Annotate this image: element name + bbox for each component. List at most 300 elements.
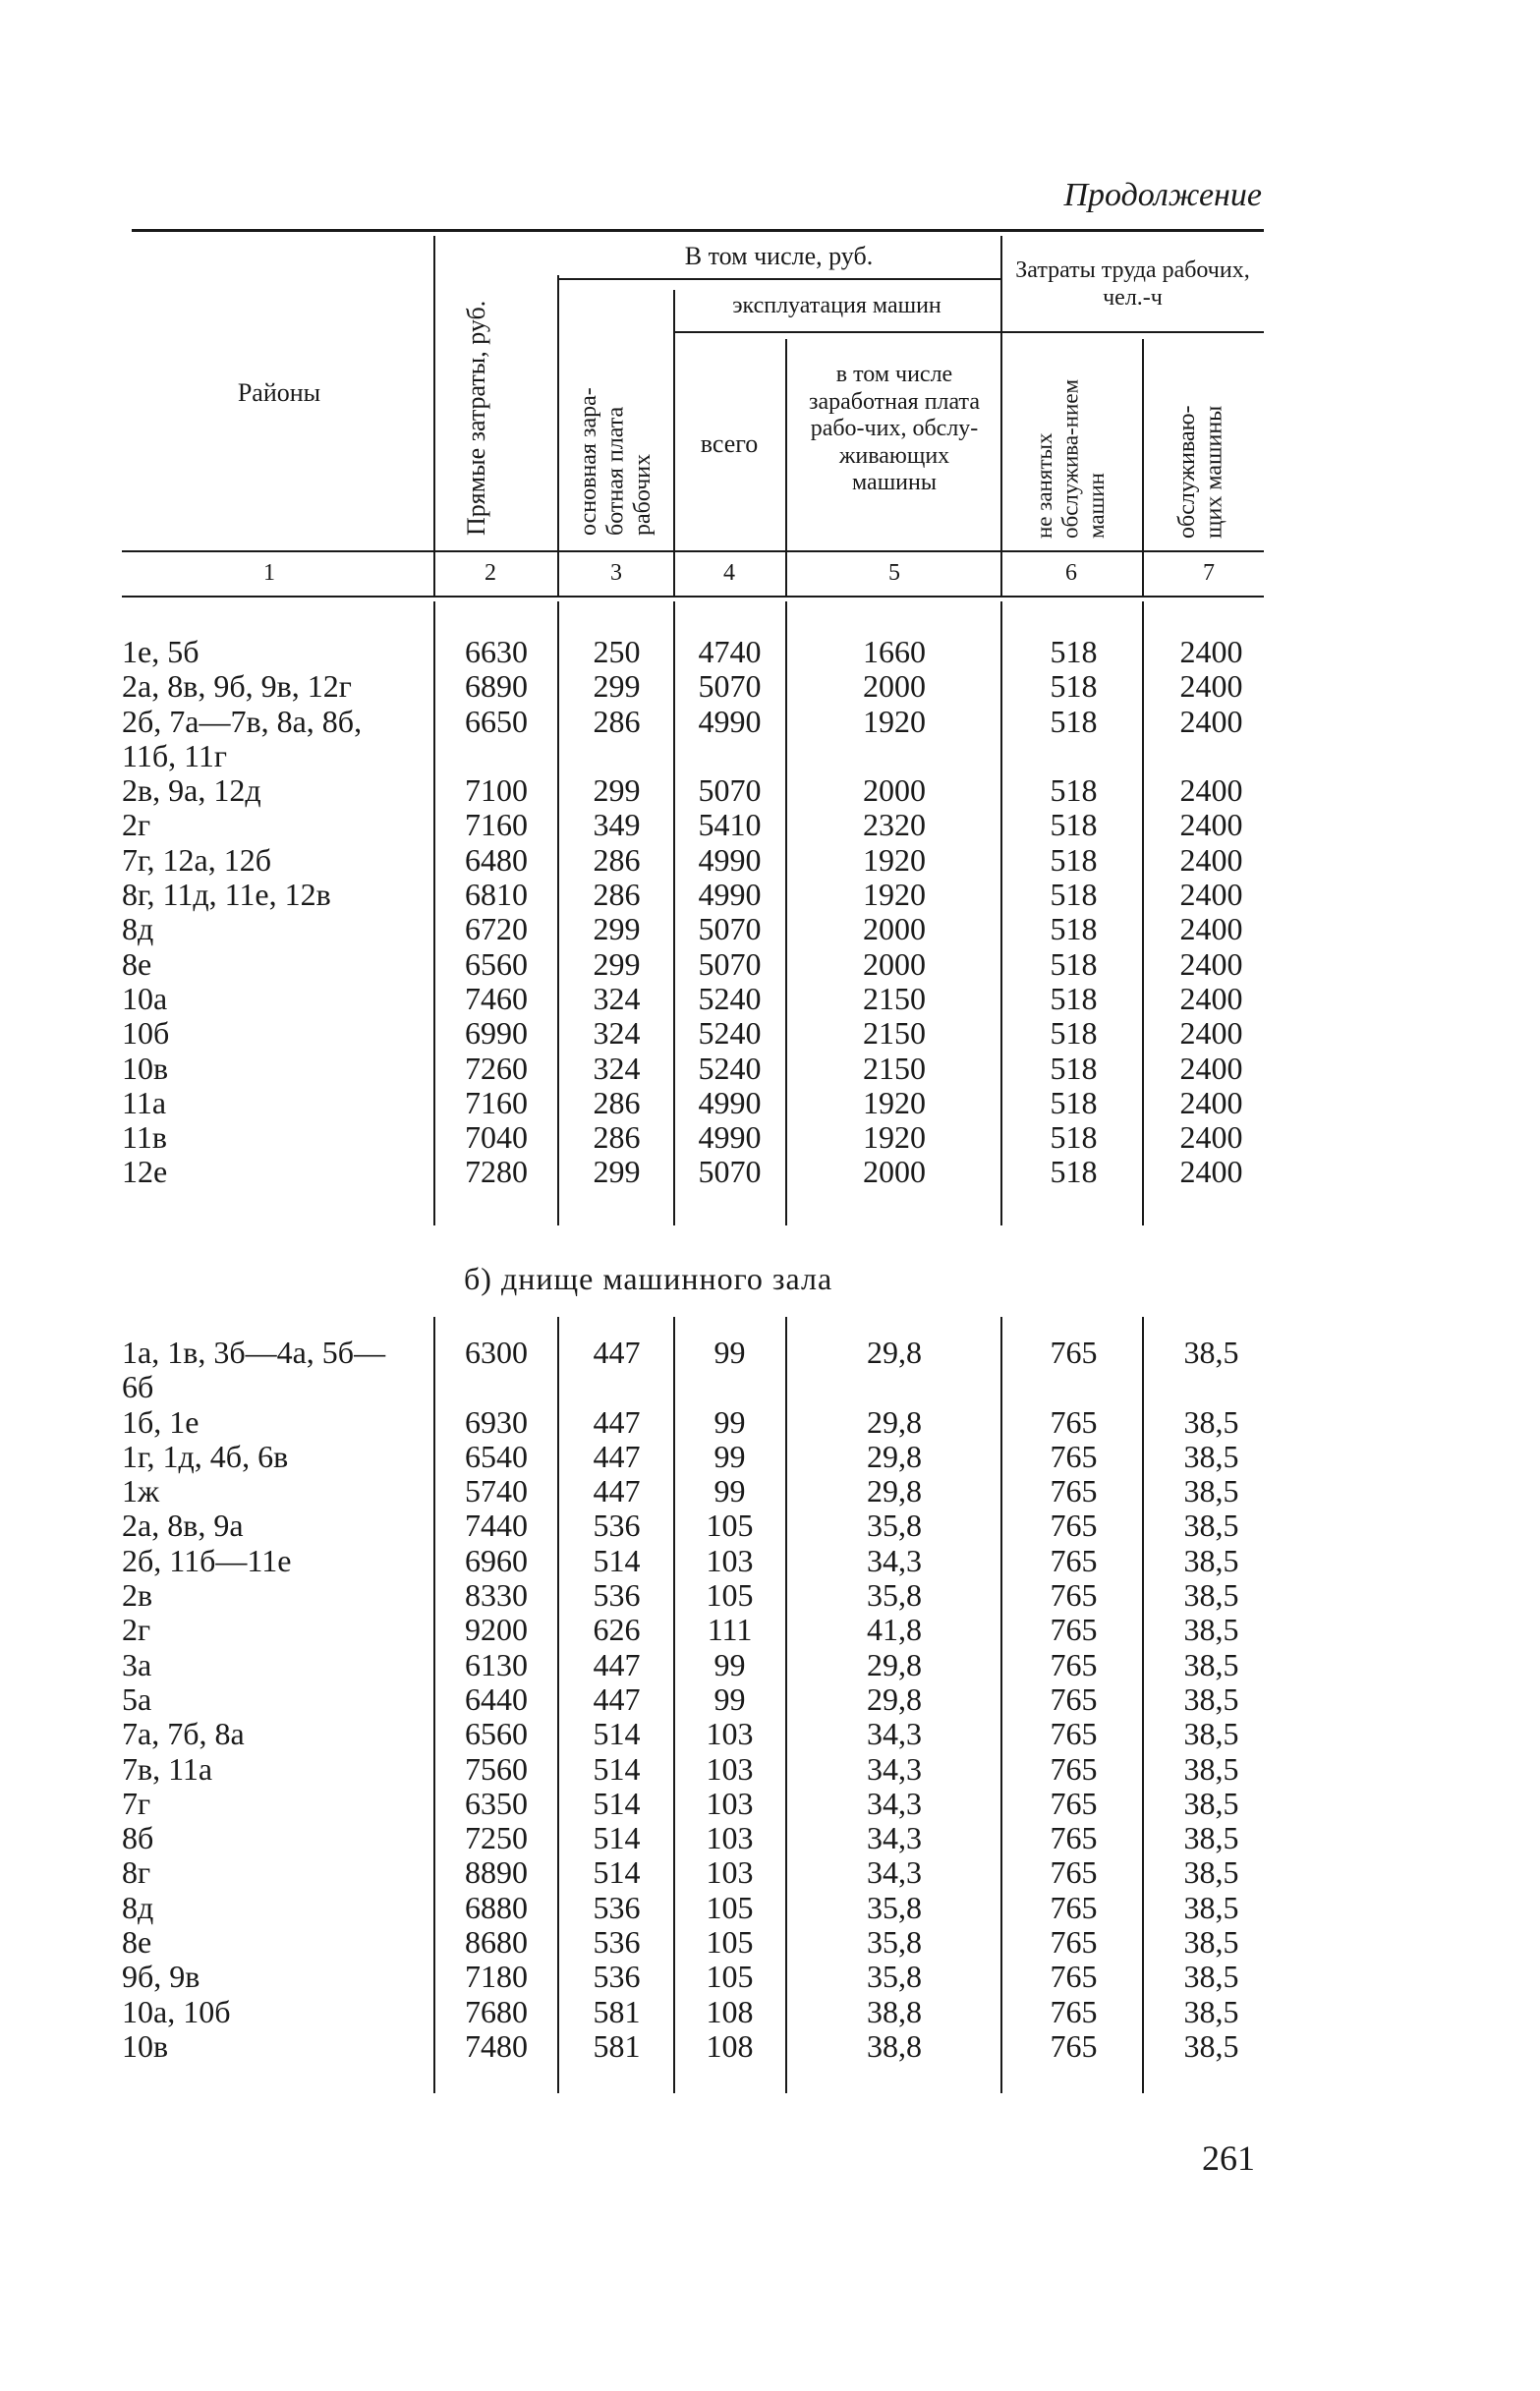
district-cell: 2в, 9а, 12д [122, 772, 261, 809]
machine-total-cell: 105 [706, 1577, 754, 1614]
district-cell: 1ж [122, 1473, 160, 1509]
header-sub-rule-3 [1000, 331, 1264, 333]
direct-costs-cell: 6540 [465, 1438, 528, 1474]
labor-machine-cell: 38,5 [1183, 1680, 1239, 1717]
district-cell: 2б, 7а—7в, 8а, 8б, 11б, 11г [122, 703, 363, 773]
table-row [0, 982, 1540, 1016]
numbers-divider-5 [1000, 548, 1002, 596]
base-wage-cell: 514 [593, 1785, 641, 1821]
direct-costs-cell: 6720 [465, 911, 528, 947]
machine-wage-cell: 2000 [863, 668, 926, 705]
header-divider-5 [1000, 236, 1002, 548]
labor-machine-cell: 38,5 [1183, 1612, 1239, 1648]
labor-machine-cell: 2400 [1179, 1154, 1243, 1190]
labor-machine-cell: 38,5 [1183, 1716, 1239, 1752]
labor-machine-cell: 2400 [1179, 841, 1243, 878]
district-cell: 8д [122, 1889, 154, 1925]
header-bottom-rule [122, 550, 1264, 552]
direct-costs-cell: 7280 [465, 1154, 528, 1190]
direct-costs-cell: 6440 [465, 1680, 528, 1717]
table-row [0, 1578, 1540, 1613]
direct-costs-cell: 6480 [465, 841, 528, 878]
machine-total-cell: 105 [706, 1889, 754, 1925]
machine-total-cell: 4990 [698, 877, 762, 913]
direct-costs-cell: 7160 [465, 1084, 528, 1120]
labor-machine-cell: 2400 [1179, 1084, 1243, 1120]
table-row [0, 843, 1540, 878]
machine-wage-cell: 29,8 [867, 1680, 922, 1717]
district-cell: 12е [122, 1154, 168, 1190]
machine-wage-cell: 29,8 [867, 1646, 922, 1682]
labor-machine-cell: 2400 [1179, 1119, 1243, 1156]
machine-total-cell: 111 [707, 1612, 753, 1648]
table-row [0, 2029, 1540, 2064]
direct-costs-cell: 6130 [465, 1646, 528, 1682]
labor-machine-cell: 38,5 [1183, 1646, 1239, 1682]
district-cell: 3а [122, 1646, 152, 1682]
page-number: 261 [1202, 2138, 1255, 2178]
labor-not-machine-cell: 518 [1050, 1050, 1098, 1086]
machine-wage-cell: 35,8 [867, 1577, 922, 1614]
base-wage-cell: 250 [593, 634, 641, 669]
header-not-machine: не занятых обслужива-нием машин [1032, 378, 1109, 539]
base-wage-cell: 536 [593, 1577, 641, 1614]
header-machine-wage: в том числе заработная плата рабо-чих, обслу-живающих машины [809, 362, 980, 496]
labor-machine-cell: 38,5 [1183, 1993, 1239, 2029]
base-wage-cell: 299 [593, 911, 641, 947]
direct-costs-cell: 6560 [465, 1716, 528, 1752]
base-wage-cell: 324 [593, 980, 641, 1016]
header-divider-1 [433, 236, 435, 548]
labor-not-machine-cell: 518 [1050, 668, 1098, 705]
base-wage-cell: 286 [593, 1119, 641, 1156]
machine-wage-cell: 2150 [863, 980, 926, 1016]
machine-wage-cell: 29,8 [867, 1438, 922, 1474]
labor-not-machine-cell: 765 [1050, 1716, 1098, 1752]
labor-machine-cell: 2400 [1179, 1015, 1243, 1052]
machine-wage-cell: 34,3 [867, 1820, 922, 1856]
labor-machine-cell: 2400 [1179, 772, 1243, 809]
table-row [0, 1155, 1540, 1189]
machine-wage-cell: 35,8 [867, 1924, 922, 1961]
table-row [0, 1336, 1540, 1405]
labor-machine-cell: 2400 [1179, 945, 1243, 982]
base-wage-cell: 286 [593, 841, 641, 878]
base-wage-cell: 514 [593, 1542, 641, 1578]
labor-machine-cell: 2400 [1179, 703, 1243, 739]
machine-total-cell: 4990 [698, 841, 762, 878]
machine-total-cell: 103 [706, 1820, 754, 1856]
machine-wage-cell: 2150 [863, 1050, 926, 1086]
machine-total-cell: 4990 [698, 703, 762, 739]
base-wage-cell: 626 [593, 1612, 641, 1648]
district-cell: 2б, 11б—11е [122, 1542, 292, 1578]
direct-costs-cell: 6350 [465, 1785, 528, 1821]
header-machine-servicing: обслуживаю-щих машины [1174, 405, 1227, 539]
direct-costs-cell: 6930 [465, 1403, 528, 1440]
district-cell: 8б [122, 1820, 154, 1856]
machine-total-cell: 5070 [698, 772, 762, 809]
district-cell: 8г, 11д, 11е, 12в [122, 877, 331, 913]
labor-not-machine-cell: 518 [1050, 807, 1098, 843]
machine-total-cell: 5240 [698, 980, 762, 1016]
base-wage-cell: 324 [593, 1050, 641, 1086]
table-row [0, 1440, 1540, 1474]
base-wage-cell: 286 [593, 877, 641, 913]
table-row [0, 1509, 1540, 1543]
direct-costs-cell: 8330 [465, 1577, 528, 1614]
labor-not-machine-cell: 518 [1050, 1084, 1098, 1120]
direct-costs-cell: 7260 [465, 1050, 528, 1086]
district-cell: 2а, 8в, 9б, 9в, 12г [122, 668, 352, 705]
machine-total-cell: 99 [713, 1646, 746, 1682]
machine-total-cell: 103 [706, 1854, 754, 1891]
column-number-3: 3 [610, 560, 622, 586]
numbers-divider-1 [433, 548, 435, 596]
district-cell: 2а, 8в, 9а [122, 1508, 244, 1544]
table-row [0, 1120, 1540, 1155]
labor-not-machine-cell: 518 [1050, 911, 1098, 947]
header-divider-6 [1142, 339, 1144, 548]
direct-costs-cell: 7560 [465, 1750, 528, 1787]
table-row [0, 635, 1540, 669]
direct-costs-cell: 7460 [465, 980, 528, 1016]
district-cell: 5а [122, 1680, 152, 1717]
direct-costs-cell: 7160 [465, 807, 528, 843]
district-cell: 10а, 10б [122, 1993, 231, 2029]
labor-machine-cell: 38,5 [1183, 1854, 1239, 1891]
district-cell: 10в [122, 1050, 169, 1086]
header-sub-rule-1 [557, 278, 1000, 280]
labor-machine-cell: 38,5 [1183, 1785, 1239, 1821]
district-cell: 8е [122, 945, 152, 982]
district-cell: 2в [122, 1577, 153, 1614]
machine-wage-cell: 34,3 [867, 1854, 922, 1891]
direct-costs-cell: 8890 [465, 1854, 528, 1891]
column-number-2: 2 [485, 560, 496, 586]
labor-not-machine-cell: 518 [1050, 945, 1098, 982]
labor-machine-cell: 38,5 [1183, 1473, 1239, 1509]
header-labor-costs: Затраты труда рабочих, чел.-ч [1015, 257, 1250, 311]
numbers-divider-6 [1142, 548, 1144, 596]
machine-wage-cell: 35,8 [867, 1889, 922, 1925]
base-wage-cell: 447 [593, 1438, 641, 1474]
machine-total-cell: 4990 [698, 1119, 762, 1156]
labor-not-machine-cell: 518 [1050, 1154, 1098, 1190]
machine-wage-cell: 2000 [863, 772, 926, 809]
machine-total-cell: 103 [706, 1785, 754, 1821]
district-cell: 8д [122, 911, 154, 947]
machine-total-cell: 108 [706, 1993, 754, 2029]
column-number-1: 1 [263, 560, 275, 586]
table-section-b [0, 1336, 1540, 2064]
machine-total-cell: 5070 [698, 945, 762, 982]
labor-machine-cell: 2400 [1179, 877, 1243, 913]
table-row [0, 808, 1540, 842]
direct-costs-cell: 6560 [465, 945, 528, 982]
district-cell: 1е, 5б [122, 634, 200, 669]
direct-costs-cell: 7480 [465, 2027, 528, 2064]
labor-machine-cell: 38,5 [1183, 1335, 1239, 1370]
base-wage-cell: 447 [593, 1680, 641, 1717]
labor-not-machine-cell: 518 [1050, 772, 1098, 809]
machine-total-cell: 105 [706, 1508, 754, 1544]
column-number-4: 4 [723, 560, 735, 586]
direct-costs-cell: 5740 [465, 1473, 528, 1509]
table-section-a [0, 635, 1540, 1190]
machine-wage-cell: 29,8 [867, 1335, 922, 1370]
district-cell: 7г, 12а, 12б [122, 841, 271, 878]
table-row [0, 912, 1540, 946]
labor-not-machine-cell: 765 [1050, 1680, 1098, 1717]
base-wage-cell: 514 [593, 1716, 641, 1752]
district-cell: 2г [122, 1612, 151, 1648]
table-row [0, 1648, 1540, 1682]
base-wage-cell: 514 [593, 1820, 641, 1856]
table-row [0, 1405, 1540, 1440]
machine-total-cell: 5070 [698, 1154, 762, 1190]
district-cell: 10в [122, 2027, 169, 2064]
district-cell: 7в, 11а [122, 1750, 213, 1787]
header-including-rub: В том числе, руб. [684, 242, 874, 270]
district-cell: 7а, 7б, 8а [122, 1716, 245, 1752]
direct-costs-cell: 6650 [465, 703, 528, 739]
labor-machine-cell: 38,5 [1183, 1820, 1239, 1856]
labor-machine-cell: 2400 [1179, 911, 1243, 947]
machine-wage-cell: 2000 [863, 911, 926, 947]
machine-wage-cell: 2000 [863, 945, 926, 982]
column-number-7: 7 [1203, 560, 1215, 586]
direct-costs-cell: 6990 [465, 1015, 528, 1052]
labor-not-machine-cell: 765 [1050, 1785, 1098, 1821]
direct-costs-cell: 7440 [465, 1508, 528, 1544]
direct-costs-cell: 6960 [465, 1542, 528, 1578]
table-row [0, 1855, 1540, 1890]
direct-costs-cell: 7040 [465, 1119, 528, 1156]
table-row [0, 1086, 1540, 1120]
labor-machine-cell: 2400 [1179, 1050, 1243, 1086]
section-b-title: б) днище машинного зала [464, 1261, 833, 1296]
labor-not-machine-cell: 518 [1050, 703, 1098, 739]
labor-not-machine-cell: 765 [1050, 1612, 1098, 1648]
labor-not-machine-cell: 765 [1050, 1959, 1098, 1995]
base-wage-cell: 514 [593, 1854, 641, 1891]
machine-total-cell: 99 [713, 1438, 746, 1474]
labor-machine-cell: 38,5 [1183, 1924, 1239, 1961]
machine-total-cell: 4990 [698, 1084, 762, 1120]
table-row [0, 669, 1540, 704]
table-row [0, 1960, 1540, 1994]
direct-costs-cell: 6300 [465, 1335, 528, 1370]
direct-costs-cell: 6810 [465, 877, 528, 913]
district-cell: 10а [122, 980, 168, 1016]
district-cell: 11а [122, 1084, 167, 1120]
labor-not-machine-cell: 765 [1050, 1577, 1098, 1614]
base-wage-cell: 299 [593, 1154, 641, 1190]
table-row [0, 1717, 1540, 1751]
labor-not-machine-cell: 765 [1050, 1924, 1098, 1961]
labor-not-machine-cell: 518 [1050, 1119, 1098, 1156]
base-wage-cell: 324 [593, 1015, 641, 1052]
machine-wage-cell: 1920 [863, 1119, 926, 1156]
labor-not-machine-cell: 765 [1050, 1335, 1098, 1370]
labor-not-machine-cell: 765 [1050, 1993, 1098, 2029]
district-cell: 1г, 1д, 4б, 6в [122, 1438, 289, 1474]
table-row [0, 1752, 1540, 1787]
base-wage-cell: 349 [593, 807, 641, 843]
machine-total-cell: 99 [713, 1473, 746, 1509]
base-wage-cell: 447 [593, 1646, 641, 1682]
labor-not-machine-cell: 765 [1050, 1542, 1098, 1578]
header-divider-4 [785, 339, 787, 548]
district-cell: 10б [122, 1015, 170, 1052]
labor-machine-cell: 38,5 [1183, 2027, 1239, 2064]
machine-total-cell: 103 [706, 1542, 754, 1578]
machine-wage-cell: 34,3 [867, 1785, 922, 1821]
continued-label: Продолжение [1063, 177, 1262, 213]
machine-wage-cell: 35,8 [867, 1959, 922, 1995]
machine-total-cell: 99 [713, 1403, 746, 1440]
labor-machine-cell: 38,5 [1183, 1438, 1239, 1474]
table-row [0, 1016, 1540, 1051]
machine-total-cell: 99 [713, 1680, 746, 1717]
table-top-rule [132, 229, 1264, 232]
table-row [0, 773, 1540, 808]
labor-machine-cell: 2400 [1179, 634, 1243, 669]
district-cell: 1б, 1е [122, 1403, 200, 1440]
machine-wage-cell: 1920 [863, 841, 926, 878]
base-wage-cell: 447 [593, 1335, 641, 1370]
machine-total-cell: 5070 [698, 668, 762, 705]
table-row [0, 1821, 1540, 1855]
numbers-divider-2 [557, 548, 559, 596]
labor-not-machine-cell: 765 [1050, 1403, 1098, 1440]
machine-wage-cell: 34,3 [867, 1750, 922, 1787]
numbers-divider-3 [673, 548, 675, 596]
machine-wage-cell: 38,8 [867, 1993, 922, 2029]
labor-machine-cell: 2400 [1179, 807, 1243, 843]
base-wage-cell: 286 [593, 1084, 641, 1120]
machine-total-cell: 99 [713, 1335, 746, 1370]
direct-costs-cell: 7250 [465, 1820, 528, 1856]
labor-not-machine-cell: 765 [1050, 1889, 1098, 1925]
header-divider-3 [673, 290, 675, 548]
labor-not-machine-cell: 765 [1050, 1508, 1098, 1544]
machine-total-cell: 5240 [698, 1015, 762, 1052]
table-row [0, 1787, 1540, 1821]
machine-wage-cell: 34,3 [867, 1542, 922, 1578]
base-wage-cell: 299 [593, 668, 641, 705]
labor-not-machine-cell: 765 [1050, 1750, 1098, 1787]
table-row [0, 1613, 1540, 1647]
machine-wage-cell: 2320 [863, 807, 926, 843]
column-number-6: 6 [1065, 560, 1077, 586]
machine-wage-cell: 1920 [863, 877, 926, 913]
table-row [0, 1544, 1540, 1578]
header-direct-costs: Прямые затраты, руб. [462, 300, 490, 536]
labor-machine-cell: 38,5 [1183, 1959, 1239, 1995]
table-row [0, 1891, 1540, 1925]
labor-not-machine-cell: 518 [1050, 841, 1098, 878]
labor-machine-cell: 38,5 [1183, 1403, 1239, 1440]
table-row [0, 1995, 1540, 2029]
labor-not-machine-cell: 765 [1050, 1473, 1098, 1509]
machine-total-cell: 108 [706, 2027, 754, 2064]
labor-not-machine-cell: 518 [1050, 980, 1098, 1016]
header-base-wage: основная зара-ботная плата рабочих [576, 387, 656, 536]
machine-wage-cell: 34,3 [867, 1716, 922, 1752]
district-cell: 7г [122, 1785, 151, 1821]
machine-wage-cell: 29,8 [867, 1473, 922, 1509]
labor-not-machine-cell: 518 [1050, 877, 1098, 913]
labor-machine-cell: 38,5 [1183, 1750, 1239, 1787]
machine-wage-cell: 1920 [863, 703, 926, 739]
labor-machine-cell: 38,5 [1183, 1577, 1239, 1614]
direct-costs-cell: 6880 [465, 1889, 528, 1925]
base-wage-cell: 536 [593, 1508, 641, 1544]
machine-total-cell: 5410 [698, 807, 762, 843]
labor-not-machine-cell: 518 [1050, 634, 1098, 669]
base-wage-cell: 581 [593, 2027, 641, 2064]
labor-not-machine-cell: 765 [1050, 2027, 1098, 2064]
machine-wage-cell: 41,8 [867, 1612, 922, 1648]
base-wage-cell: 536 [593, 1889, 641, 1925]
labor-machine-cell: 38,5 [1183, 1508, 1239, 1544]
numbers-divider-4 [785, 548, 787, 596]
direct-costs-cell: 7100 [465, 772, 528, 809]
labor-not-machine-cell: 765 [1050, 1854, 1098, 1891]
base-wage-cell: 581 [593, 1993, 641, 2029]
table-row [0, 1052, 1540, 1086]
base-wage-cell: 536 [593, 1924, 641, 1961]
direct-costs-cell: 6630 [465, 634, 528, 669]
header-divider-2 [557, 275, 559, 548]
labor-machine-cell: 2400 [1179, 980, 1243, 1016]
machine-wage-cell: 1920 [863, 1084, 926, 1120]
table-row [0, 1925, 1540, 1960]
table-row [0, 705, 1540, 774]
direct-costs-cell: 8680 [465, 1924, 528, 1961]
machine-total-cell: 5070 [698, 911, 762, 947]
table-row [0, 878, 1540, 912]
machine-total-cell: 103 [706, 1750, 754, 1787]
machine-total-cell: 5240 [698, 1050, 762, 1086]
labor-machine-cell: 38,5 [1183, 1542, 1239, 1578]
district-cell: 8е [122, 1924, 152, 1961]
base-wage-cell: 299 [593, 772, 641, 809]
labor-machine-cell: 38,5 [1183, 1889, 1239, 1925]
machine-wage-cell: 38,8 [867, 2027, 922, 2064]
machine-wage-cell: 2150 [863, 1015, 926, 1052]
machine-total-cell: 105 [706, 1959, 754, 1995]
base-wage-cell: 299 [593, 945, 641, 982]
table-row [0, 947, 1540, 982]
labor-not-machine-cell: 765 [1050, 1820, 1098, 1856]
header-districts: Районы [237, 378, 321, 407]
district-cell: 11в [122, 1119, 167, 1156]
labor-machine-cell: 2400 [1179, 668, 1243, 705]
column-number-5: 5 [888, 560, 900, 586]
header-machine-operation: эксплуатация машин [732, 293, 941, 318]
machine-total-cell: 4740 [698, 634, 762, 669]
labor-not-machine-cell: 765 [1050, 1438, 1098, 1474]
base-wage-cell: 447 [593, 1403, 641, 1440]
table-row [0, 1474, 1540, 1509]
machine-total-cell: 105 [706, 1924, 754, 1961]
machine-wage-cell: 2000 [863, 1154, 926, 1190]
labor-not-machine-cell: 518 [1050, 1015, 1098, 1052]
machine-wage-cell: 29,8 [867, 1403, 922, 1440]
